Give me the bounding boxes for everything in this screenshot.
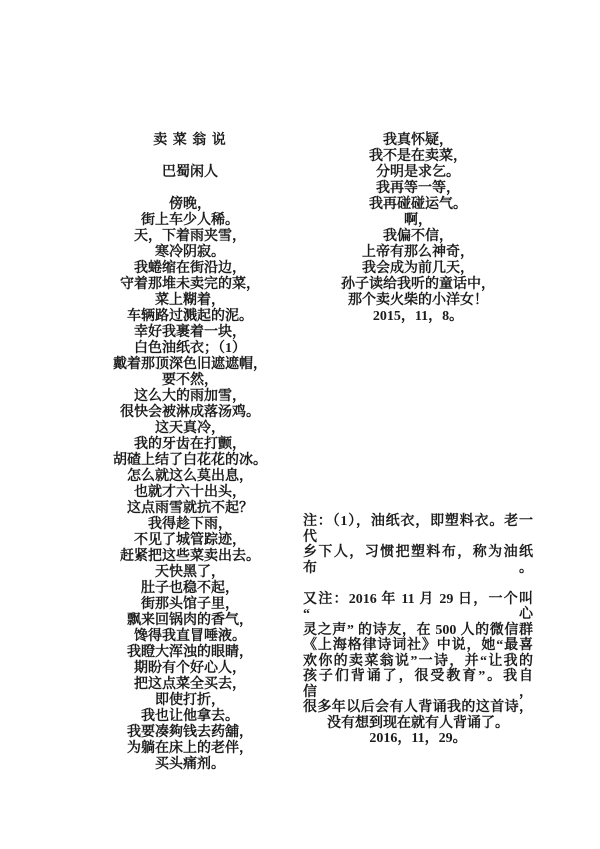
spacer: [75, 181, 305, 197]
poem-right-stanza: [303, 133, 533, 309]
spacer: [75, 149, 305, 165]
poem-line: 我瞪大浑浊的眼睛，: [127, 645, 253, 660]
note-1: [303, 514, 533, 576]
poem-line: 街那头馆子里，: [141, 597, 239, 612]
poem-line: 怎么就这么莫出息，: [127, 469, 253, 484]
note-line: 很多年以后会有人背诵我的这首诗，: [303, 700, 533, 715]
poem-line: 很快会被淋成落汤鸡。: [120, 405, 260, 420]
notes-block: [303, 514, 533, 747]
poem-line: 这么大的雨加雪，: [134, 389, 246, 404]
spacer: [303, 576, 533, 592]
poem-line: 即使打折，: [155, 693, 225, 708]
poem-line: 天快黑了，: [155, 565, 225, 580]
poem-line: 赶紧把这些菜卖出去。: [120, 549, 260, 564]
note-line: 《上海格律诗词社》中说，她“最喜: [303, 638, 533, 653]
poem-line: 这天真冷，: [155, 421, 225, 436]
poem-line: 戴着那顶深色旧遮遮帽，: [113, 357, 267, 372]
poem-line: 我真怀疑，: [383, 133, 453, 148]
right-column: [303, 133, 533, 325]
poem-line: 上帝有那么神奇，: [362, 245, 474, 260]
note-line: 注：（1），油纸衣，即塑料衣。老一代: [303, 514, 533, 545]
poem-line: 买头痛剂。: [155, 757, 225, 772]
note-line: 孩子们背诵了，很受教育”。我自信，: [303, 669, 533, 700]
poem-left-stanza: [75, 197, 305, 773]
poem-line: 不见了城管踪迹，: [134, 533, 246, 548]
poem-date: 2015，11，8。: [372, 309, 464, 324]
poem-line: 肚子也稳不起，: [141, 581, 239, 596]
note-line: 灵之声” 的诗友，在 500 人的微信群: [303, 622, 533, 638]
poem-line: 守着那堆未卖完的菜，: [120, 277, 260, 292]
poem-title: 卖 菜 翁 说: [153, 133, 227, 148]
poem-line: 菜上糊着，: [155, 293, 225, 308]
left-column: [75, 133, 305, 773]
poem-line: 我偏不信，: [383, 229, 453, 244]
poem-line: 车辆路过溅起的泥。: [127, 309, 253, 324]
poem-line: 我蜷缩在街沿边，: [134, 261, 246, 276]
note-line: 欢你的卖菜翁说”一诗，并“让我的: [303, 653, 533, 669]
poem-line: 我会成为前几天，: [362, 261, 474, 276]
poem-line: 我不是在卖菜，: [369, 149, 467, 164]
note-2: [303, 592, 533, 716]
poem-line: 那个卖火柴的小洋女！: [348, 293, 488, 308]
note-date: 2016，11，29。: [369, 731, 467, 746]
poem-line: 寒冷阴寂。: [155, 245, 225, 260]
poem-line: 天，下着雨夹雪，: [134, 229, 246, 244]
poem-line: 这点雨雪就抗不起？: [127, 501, 253, 516]
poem-line: 我再碰碰运气。: [369, 197, 467, 212]
poem-line: 分明是求乞。: [376, 165, 460, 180]
poem-line: 我要凑夠钱去药舖，: [127, 725, 253, 740]
poem-line: 街上车少人稀。: [141, 213, 239, 228]
poem-line: 傍晚，: [169, 197, 211, 212]
note-line: 乡下人，习惯把塑料布，称为油纸布。: [303, 545, 533, 576]
poem-line: 期盼有个好心人，: [134, 661, 246, 676]
poem-line: 馋得我直冒唾液。: [134, 629, 246, 644]
poem-line: 我的牙齿在打颤，: [134, 437, 246, 452]
poem-line: 要不然，: [162, 373, 218, 388]
poem-author: 巴蜀闲人: [162, 165, 218, 180]
poem-line: 啊，: [404, 213, 432, 228]
poem-line: 胡碴上结了白花花的冰。: [113, 453, 267, 468]
poem-line: 我得趁下雨，: [148, 517, 232, 532]
poem-line: 孙子读给我听的童话中，: [341, 277, 495, 292]
poem-line: 幸好我裹着一块，: [134, 325, 246, 340]
poem-line: 把这点菜全买去，: [134, 677, 246, 692]
poem-line: 白色油纸衣；（1）: [134, 341, 246, 356]
poem-line: 为躺在床上的老伴，: [127, 741, 253, 756]
note-line: 又注：2016 年 11 月 29 日，一个叫“心: [303, 591, 533, 622]
note-centered-line: 没有想到现在就有人背诵了。: [327, 715, 509, 731]
poem-line: 也就才六十出头，: [134, 485, 246, 500]
poem-line: 飘来回锅肉的香气，: [127, 613, 253, 628]
poem-line: 我也让他拿去。: [141, 709, 239, 724]
poem-line: 我再等一等，: [376, 181, 460, 196]
